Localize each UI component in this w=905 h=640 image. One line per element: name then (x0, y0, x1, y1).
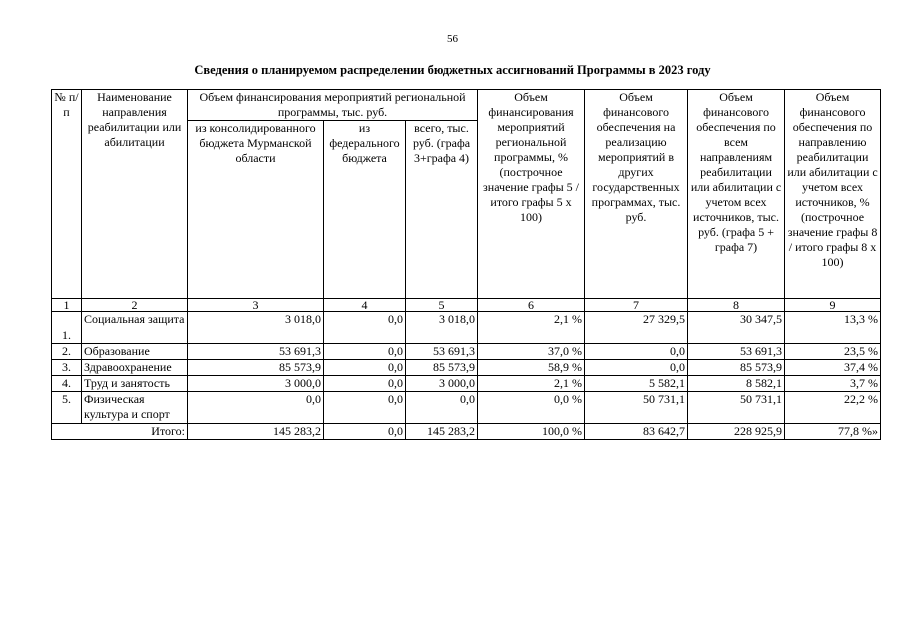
cell-regional: 3 018,0 (188, 312, 324, 344)
cell-all-sources-percent: 22,2 % (785, 392, 881, 424)
cell-regional: 0,0 (188, 392, 324, 424)
row-name: Здравоохранение (82, 360, 188, 376)
total-label: Итого: (52, 424, 188, 440)
cell-federal: 0,0 (324, 344, 406, 360)
header-number: № п/п (52, 90, 82, 299)
cell-other-programs: 50 731,1 (585, 392, 688, 424)
cell-regional: 3 000,0 (188, 376, 324, 392)
row-name: Физическая культура и спорт (82, 392, 188, 424)
total-percent: 100,0 % (478, 424, 585, 440)
cell-other-programs: 5 582,1 (585, 376, 688, 392)
cell-all-sources-percent: 13,3 % (785, 312, 881, 344)
table-row (52, 392, 881, 424)
column-number: 8 (688, 299, 785, 312)
cell-federal: 0,0 (324, 376, 406, 392)
cell-percent: 2,1 % (478, 312, 585, 344)
cell-other-programs: 0,0 (585, 344, 688, 360)
column-number: 2 (82, 299, 188, 312)
header-other-programs: Объем финансового обеспечения на реализацию мероприятий в других государственных программах, тыс. руб. (585, 90, 688, 299)
row-name: Труд и занятость (82, 376, 188, 392)
document-title: Сведения о планируемом распределении бюджетных ассигнований Программы в 2023 году (194, 63, 711, 77)
cell-percent: 58,9 % (478, 360, 585, 376)
row-index: 2. (52, 344, 82, 360)
budget-table (51, 89, 881, 440)
total-regional: 145 283,2 (188, 424, 324, 440)
header-all-sources: Объем финансового обеспечения по всем направлениям реабилитации или абилитации с учетом всех источников, тыс. руб. (графа 5 + графа 7) (688, 90, 785, 299)
cell-regional: 85 573,9 (188, 360, 324, 376)
cell-total: 85 573,9 (406, 360, 478, 376)
cell-federal: 0,0 (324, 312, 406, 344)
cell-all-sources-percent: 23,5 % (785, 344, 881, 360)
cell-percent: 2,1 % (478, 376, 585, 392)
cell-total: 3 018,0 (406, 312, 478, 344)
column-number: 9 (785, 299, 881, 312)
column-number: 6 (478, 299, 585, 312)
row-name: Социальная защита (82, 312, 188, 344)
header-regional-budget: из консолидированного бюджета Мурманской области (188, 121, 324, 299)
table-row (52, 344, 881, 360)
table-row (52, 376, 881, 392)
header-federal-budget: из федерального бюджета (324, 121, 406, 299)
cell-all-sources: 53 691,3 (688, 344, 785, 360)
row-name: Образование (82, 344, 188, 360)
row-index: 5. (52, 392, 82, 424)
header-total-budget: всего, тыс. руб. (графа 3+графа 4) (406, 121, 478, 299)
cell-all-sources-percent: 3,7 % (785, 376, 881, 392)
header-financing-percent: Объем финансирования мероприятий региональной программы, % (построчное значение графы 5 / итого графы 5 x 100) (478, 90, 585, 299)
cell-percent: 37,0 % (478, 344, 585, 360)
column-number: 3 (188, 299, 324, 312)
cell-regional: 53 691,3 (188, 344, 324, 360)
cell-total: 3 000,0 (406, 376, 478, 392)
cell-all-sources: 8 582,1 (688, 376, 785, 392)
total-all-sources: 228 925,9 (688, 424, 785, 440)
column-number: 1 (52, 299, 82, 312)
header-all-sources-percent: Объем финансового обеспечения по направлению реабилитации или абилитации с учетом всех источников, % (построчное значение графы 8 / итого графы 8 x 100) (785, 90, 881, 299)
table-row (52, 312, 881, 344)
cell-all-sources: 85 573,9 (688, 360, 785, 376)
cell-all-sources-percent: 37,4 % (785, 360, 881, 376)
column-number-row (52, 299, 881, 312)
row-index: 3. (52, 360, 82, 376)
page-number: 56 (447, 33, 458, 45)
table-row (52, 360, 881, 376)
header-direction: Наименование направления реабилитации или абилитации (82, 90, 188, 299)
total-total: 145 283,2 (406, 424, 478, 440)
cell-all-sources: 50 731,1 (688, 392, 785, 424)
total-row (52, 424, 881, 440)
header-regional-program-group: Объем финансирования мероприятий региональной программы, тыс. руб. (188, 90, 478, 121)
column-number: 4 (324, 299, 406, 312)
cell-other-programs: 0,0 (585, 360, 688, 376)
cell-total: 0,0 (406, 392, 478, 424)
row-index: 4. (52, 376, 82, 392)
cell-federal: 0,0 (324, 392, 406, 424)
total-all-sources-percent: 77,8 %» (785, 424, 881, 440)
total-other-programs: 83 642,7 (585, 424, 688, 440)
row-index: 1. (52, 312, 82, 344)
cell-all-sources: 30 347,5 (688, 312, 785, 344)
total-federal: 0,0 (324, 424, 406, 440)
column-number: 7 (585, 299, 688, 312)
cell-total: 53 691,3 (406, 344, 478, 360)
cell-other-programs: 27 329,5 (585, 312, 688, 344)
column-number: 5 (406, 299, 478, 312)
cell-federal: 0,0 (324, 360, 406, 376)
cell-percent: 0,0 % (478, 392, 585, 424)
